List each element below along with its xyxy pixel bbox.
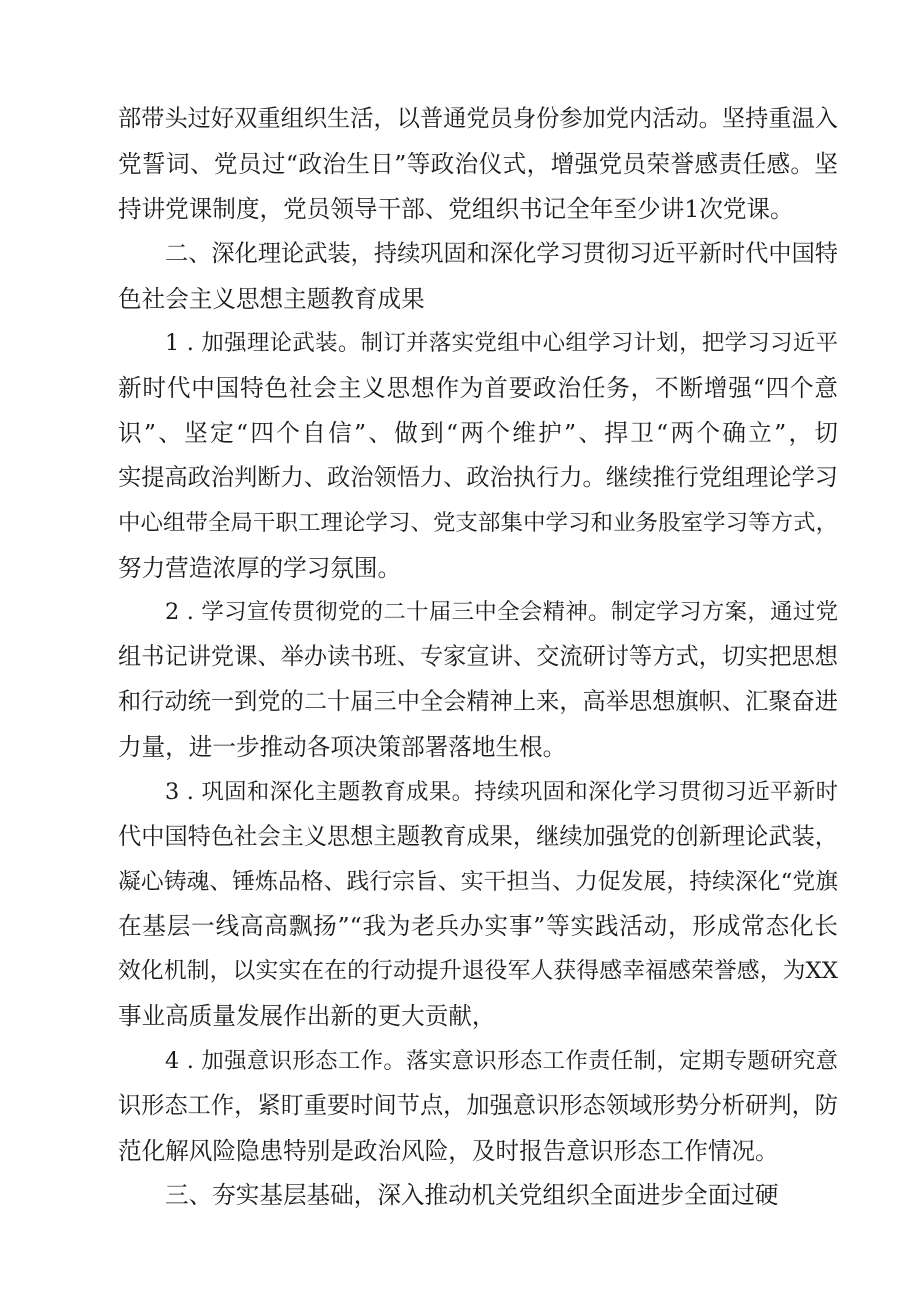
section-heading-2-cont: 色社会主义思想主题教育成果 [118, 285, 425, 313]
paragraph-line: 凝心铸魂、锤炼品格、践行宗旨、实干担当、力促发展，持续深化“党旗 [118, 869, 838, 895]
paragraph-line: 部带头过好双重组织生活，以普通党员身份参加党内活动。坚持重温入 [118, 105, 838, 132]
section-heading-2: 二、深化理论武装，持续巩固和深化学习贯彻习近平新时代中国特 [165, 240, 838, 267]
paragraph-line: 持讲党课制度，党员领导干部、党组织书记全年至少讲1次党课。 [118, 195, 794, 223]
paragraph-line: 识形态工作，紧盯重要时间节点，加强意识形态领域形势分析研判，防 [118, 1092, 838, 1119]
paragraph-line: 代中国特色社会主义思想主题教育成果，继续加强党的创新理论武装， [118, 823, 838, 850]
paragraph-line: 实提高政治判断力、政治领悟力、政治执行力。继续推行党组理论学习 [118, 464, 838, 491]
paragraph-line: 党誓词、党员过“政治生日”等政治仪式，增强党员荣誉感责任感。坚 [118, 150, 838, 178]
item-1-line: 1 . 加强理论武装。制订并落实党组中心组学习计划，把学习习近平 [165, 330, 838, 356]
item-3-line: 3 . 巩固和深化主题教育成果。持续巩固和深化学习贯彻习近平新时 [165, 779, 838, 805]
paragraph-line: 效化机制，以实实在在的行动提升退役军人获得感幸福感荣誉感，为XX [118, 958, 838, 984]
item-4-line: 4 . 加强意识形态工作。落实意识形态工作责任制，定期专题研究意 [165, 1048, 838, 1074]
paragraph-line: 在基层一线高高飘扬”“我为老兵办实事”等实践活动，形成常态化长 [118, 912, 838, 940]
paragraph-line: 和行动统一到党的二十届三中全会精神上来，高举思想旗帜、汇聚奋进 [118, 688, 838, 715]
section-heading-3: 三、夯实基层基础，深入推动机关党组织全面进步全面过硬 [165, 1181, 779, 1209]
paragraph-line: 努力营造浓厚的学习氛围。 [118, 554, 402, 582]
paragraph-line: 事业高质量发展作出新的更大贡献， [118, 1002, 496, 1030]
paragraph-line: 范化解风险隐患特别是政治风险，及时报告意识形态工作情况。 [118, 1137, 779, 1165]
paragraph-line: 力量，进一步推动各项决策部署落地生根。 [118, 733, 567, 761]
paragraph-line: 新时代中国特色社会主义思想作为首要政治任务，不断增强“四个意 [118, 374, 838, 402]
item-2-line: 2 . 学习宣传贯彻党的二十届三中全会精神。制定学习方案，通过党 [165, 599, 838, 625]
paragraph-line: 组书记讲党课、举办读书班、专家宣讲、交流研讨等方式，切实把思想 [118, 643, 838, 670]
paragraph-line: 中心组带全局干职工理论学习、党支部集中学习和业务股室学习等方式， [118, 510, 838, 536]
paragraph-line: 识”、坚定“四个自信”、做到“两个维护”、捍卫“两个确立”，切 [118, 419, 838, 447]
